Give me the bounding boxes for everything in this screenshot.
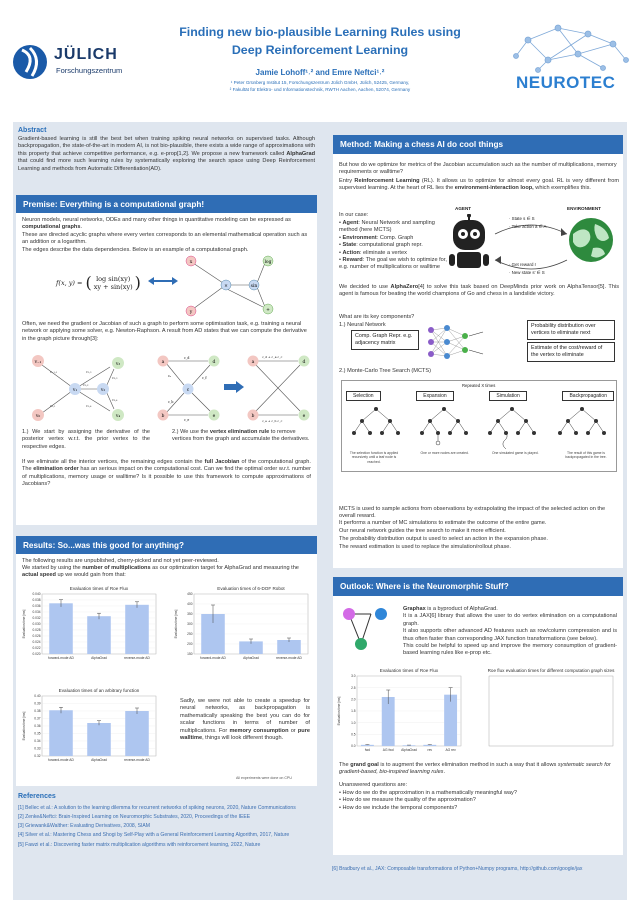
y-tick-label: 0.34 [34,739,41,744]
case-item: • Environment: Comp. Graph [339,235,447,242]
chart-roe-flux [20,584,160,666]
x-tick-label: reverse-mode AD [124,656,150,660]
y-tick-label: 450 [187,592,193,597]
y-tick-label: 0.0 [351,744,356,749]
results-section [16,536,317,786]
results-speedup-text: Sadly, we were not able to create a speedup for neural networks, as backpropagation is mathematically speaking the best you can do for scalar functions in terms of number of multiplications. For memory consumption or pure walltime, things will look different though. [180,698,310,741]
bar [277,640,301,654]
mcts-step-expansion: Expansion [416,391,453,401]
g3-node-b: b [161,414,165,419]
mcts-note: The selection function is applied recursively until a leaf node is reached. [349,451,399,464]
y-tick-label: 0.33 [34,746,41,751]
formula: f(x, y) = ( log sin(xy) xy + sin(xy) ) [56,273,141,292]
authors: Jamie Lohoff¹˒² and Emre Neftci¹˒² [255,68,385,77]
graph-elimination-before [154,351,224,423]
premise-step2: 2.) We use the vertex elimination rule to remove vertices from the graph and accumulate the derivatives. [172,429,310,443]
premise-step1: 1.) We start by assigning the derivative of the posterior vertex w.r.t. the prior vertex to the respective edges. [22,429,150,450]
y-axis-label: Evaluation time [ms] [22,609,26,639]
y-tick-label: 0.40 [34,694,41,699]
nn-output-policy: Probability distribution over vertices to eliminate next [527,320,615,340]
x-tick-label: fwd [364,748,370,752]
mcts-step-backprop: Backpropagation [562,391,614,401]
x-tick-label: reverse-mode AD [276,656,302,660]
g3-node-a: a [161,360,165,365]
method-p2: Entry Reinforcement Learning (RL). It allows us to optimize for almost every goal. RL is very different from supervised learning. At the heart of RL lies the environment-interaction loop, which exemplifies this. [339,178,619,192]
y-tick-label: 400 [187,602,193,607]
chart-title: Roe flux evaluation times for different computation graph sizes [487,668,615,673]
y-axis-label: Evaluation time [ms] [174,609,178,639]
method-p4: MCTS is used to sample actions from observations by extrapolating the impact of the selected action on the overall reward. [339,506,606,520]
g4-node-e: e [302,414,306,419]
method-p6: Our neural network guides the tree search to make it more efficient. [339,528,506,534]
g2-node-v0: v₀ [35,414,41,419]
questions-heading: Unanswered questions are: [339,782,408,788]
y-tick-label: 0.020 [32,652,41,657]
outlook-p5: The grand goal is to augment the vertex elimination method in such a way that it allows systematic search for gradient-based, bio-inspired learning rules. [339,762,611,776]
nn-input-box: Comp. Graph Repr. e.g. adjacency matrix [351,330,419,350]
mcts-note: The result of this game is backpropagated in the tree. [565,451,607,460]
premise-p1: Neuron models, neural networks, ODEs and many other things in quantitative modeling can be expressed as computational graphs. [22,217,291,231]
abstract-text: Gradient-based learning is still the best bet when training spiking neural networks on supervised tasks. Although backpropagation, the state-of-the-art in modern AI, is not bio-plausible, there exists a wide range of approximations with this property that achieve competitive performance, e.g. e-prop[1,2]. We propose a new framework called AlphaGrad that could find more such learning rules by systematically exploring the search space using Deep Reinforcement Learning and methods from Automatic Differentiation(AD). [18,136,315,172]
components-question: What are its key components? [339,314,415,320]
y-tick-label: 2.5 [351,685,356,690]
y-axis-label: Evaluation time [ms] [337,696,341,726]
logo-right-text: NEUROTEC [516,73,616,92]
reference-item[interactable]: [6] Bradbury et al., JAX: Composable transformations of Python+Numpy programs, http://github.com/google/jax [332,866,583,872]
g2-edge-label: c₂,₄ [112,398,118,402]
x-tick-label: AG rev [445,748,456,752]
y-tick-label: 0.038 [32,598,41,603]
loop-state: · State s ∈ S [509,216,535,221]
y-tick-label: 0.022 [32,646,41,651]
x-tick-label: reverse-mode AD [124,758,150,762]
y-tick-label: 350 [187,612,193,617]
g3-edge-label: c_f [202,376,207,380]
y-tick-label: 150 [187,652,193,657]
earth-environment-icon [567,216,615,264]
chart-title: Evaluation times of 6-DOF Robot [217,586,285,591]
y-tick-label: 250 [187,632,193,637]
g3-node-e: e [212,414,216,419]
case-item: • Agent: Neural Network and sampling method (here MCTS) [339,220,447,235]
premise-section [16,195,317,525]
g2-edge-label: c₂,₃ [112,376,118,380]
y-tick-label: 2.0 [351,697,356,702]
method-p1: But how do we optimize for metrics of the Jacobian accumulation such as the number of multiplications, memory requirements or walltime? [339,162,617,176]
poster-title-line2: Deep Reinforcement Learning [231,42,409,57]
g4-node-d: d [302,360,306,365]
bar [382,697,395,746]
x-tick-label: AlphaGrad [243,656,259,660]
x-tick-label: AlphaGrad [401,748,417,752]
g4-node-b: b [251,414,255,419]
y-tick-label: 0.38 [34,709,41,714]
y-tick-label: 300 [187,622,193,627]
neural-network-icon [425,322,485,362]
mcts-repeat: Repeated X times [462,383,496,388]
abstract-heading: Abstract [18,127,47,134]
y-tick-label: 0.036 [32,604,41,609]
right-arrow-icon [224,381,244,393]
method-p3: We decided to use AlphaZero[4] to solve this task based on DeepMinds prior work on AlphaTensor[5]. This agent is famous for beating the world champions of Go and chess in a landslide victory. [339,284,619,298]
premise-p4: Often, we need the gradient or Jacobian of such a graph to perform some optimisation task, e.g. training a neural network or applying some solver, e.g. Newton-Raphson. A result from AD states that we can compute the derivative in the graph picture through[3]: [22,321,307,342]
robot-agent-icon [447,214,491,274]
double-arrow-icon [148,275,178,287]
graph-elimination-after [244,351,314,423]
question-item: • How do we measure the quality of the approximation? [339,797,619,804]
g1-node-y: y [189,310,193,315]
outlook-heading: Outlook: Where is the Neuromorphic Stuff? [333,577,623,598]
references-heading: References [18,793,56,800]
results-heading: Results: So...was this good for anything? [16,536,317,557]
logo-left-sub: Forschungszentrum [56,66,123,75]
y-tick-label: 200 [187,642,193,647]
y-tick-label: 0.026 [32,634,41,639]
g1-node-log: log [264,260,272,265]
questions-list [339,790,619,812]
x-tick-label: forward-mode AD [200,656,226,660]
env-label: ENVIRONMENT [567,206,601,211]
reference-item[interactable]: [2] Zenke&Neftci: Brain-Inspired Learning on Neuromorphic Substrates, 2020, Proceedings of the IEEE [18,814,251,821]
loop-newstate: · New state s′ ∈ S [509,270,545,275]
y-tick-label: 0.36 [34,724,41,729]
bar [444,695,457,746]
results-p1: The following results are unpublished, cherry-picked and not yet peer-reviewed. [22,558,219,564]
chart-graphax-scaling [467,666,617,758]
g2-edge-label: c₋₁,₁ [50,370,58,374]
logo-neurotec [508,20,633,110]
g4-edge-label: c_e + c_b c_c [262,419,283,423]
reference-item[interactable]: [4] Silver et al.: Mastering Chess and Shogi by Self-Play with a General Reinforcement Learning Algorithm, 2017, Nature [18,832,290,839]
bar [49,710,73,756]
y-tick-label: 0.030 [32,622,41,627]
bar [49,603,73,654]
case-item: • Reward: The goal we wish to optimize for, e.g. number of multiplications or walltime [339,257,447,272]
question-item: • How do we do the approximation in a mathematically meaningful way? [339,790,619,797]
method-p8: The reward estimation is used to replace the simulation/rollout phase. [339,544,511,550]
g2-node-v2: v₂ [100,388,106,393]
chart-title: Evaluation times of Roe Flux [69,586,129,591]
g2-edge-label: c₁,₃ [86,370,92,374]
y-tick-label: 0.040 [32,592,41,597]
bar [125,605,149,654]
g1-node-sin: sin [250,284,258,289]
case-item: • State: computational graph repr. [339,242,447,249]
y-tick-label: 1.5 [351,709,356,714]
plot-area [489,676,613,746]
y-tick-label: 0.37 [34,716,41,721]
g2-node-vm1: v₋₁ [34,360,42,365]
g2-edge-label: c₁,₂ [83,383,89,387]
case-item: • Action: eliminate a vertex [339,250,447,257]
affiliation-1: ¹ Peter Grünberg Institut 15, Forschungszentrum Jülich GmbH, Jülich, 52425, Germany, [230,80,410,85]
y-tick-label: 0.39 [34,701,41,706]
chart-title: Evaluation times of an arbitrary function [58,688,140,693]
g4-node-a: a [251,360,255,365]
y-tick-label: 0.024 [32,640,41,645]
x-tick-label: AG fwd [382,748,394,752]
poster-title-line1: Finding new bio-plausible Learning Rules using [179,25,461,39]
chart-title: Evaluation times of Roe Flux [379,668,439,673]
mcts-step-simulation: Simulation [489,391,526,401]
x-tick-label: AlphaGrad [91,758,107,762]
mcts-trees-icon [342,405,618,449]
x-tick-label: rev [427,748,433,752]
nn-label: 1.) Neural Network [339,322,386,328]
mcts-step-selection: Selection [346,391,381,401]
g3-edge-label: c_e [184,418,190,422]
reference-item[interactable]: [5] Fawzi et al.: Discovering faster matrix multiplication algorithms with reinforcement learning, 2022, Nature [18,841,261,848]
bar [125,711,149,756]
neurotec-network-icon [508,20,633,80]
logo-juelich [12,42,142,84]
g3-edge-label: c_d [184,356,190,360]
chart-arbitrary-function [20,686,160,768]
method-p7: The probability distribution output is used to select an action in the expansion phase. [339,536,548,542]
reference-item[interactable]: [1] Bellec et al.: A solution to the learning dilemma for recurrent networks of spiking neurons, 2020, Nature Communications [18,805,296,812]
premise-heading: Premise: Everything is a computational graph! [16,195,317,216]
case-heading: In our case: [339,212,369,218]
nn-output-value: Estimate of the cost/reward of the vertex to eliminate [527,342,615,362]
y-tick-label: 0.032 [32,616,41,621]
y-tick-label: 3.0 [351,674,356,679]
mcts-diagram [341,380,617,472]
method-section [333,135,623,568]
mcts-note: One simulated game is played. [492,451,539,455]
g3-node-d: d [212,360,216,365]
premise-p5: If we eliminate all the interior vertices, the remaining edges contain the full Jacobian of the computational graph. The elimination order has an serious impact on the computational cost. Can we find the optimal order w.r.t. number of multiplications, memory usage or walltime? Is it possible to use this framework to compute approximations of Jacobians? [22,459,311,488]
question-item: • How do we include the temporal components? [339,805,619,812]
y-tick-label: 0.028 [32,628,41,633]
g1-node-mul: × [224,284,228,289]
agent-label: AGENT [455,206,472,211]
g1-node-plus: + [266,308,270,313]
mcts-note: One or more nodes are created. [420,451,469,455]
results-p2: We started by using the number of multiplications as our optimization target for AlphaGrad and measuring the actual speed up we would gain from that: [22,565,299,579]
x-tick-label: forward-mode AD [48,758,74,762]
computational-graph-example [181,251,281,321]
g3-edge-label: cₐ [168,374,172,378]
y-axis-label: Evaluation time [ms] [22,711,26,741]
premise-p3: The edges describe the data dependencies. Below is an example of a computational graph. [22,246,249,253]
graph-vertex-example [28,351,138,423]
y-tick-label: 0.35 [34,731,41,736]
chart-6dof-robot [172,584,312,666]
mcts-label: 2.) Monte-Carlo Tree Search (MCTS) [339,368,432,374]
logo-left-name: JÜLICH [54,46,118,63]
method-p5: It performs a number of MC simulations to estimate the outcome of the entire game. [339,520,547,526]
juelich-logo-icon [12,42,48,82]
bar [87,723,111,756]
g3-edge-label: c_b [168,400,174,404]
g2-node-v3: v₃ [115,362,121,367]
outlook-text: Graphax is a byproduct of AlphaGrad. It is a JAX[6] library that allows the user to do vertex elimination on a computational graph. It also supports other advanced AD features such as row/column compression and is thus often faster than corresponding JAX function transformations (see below). This could be helpful to speed up and improve the memory consumption of gradient-based learning rules like e-prop etc. [403,606,617,657]
outlook-section [333,577,623,855]
chart-graphax-roe-flux [335,666,465,758]
x-tick-label: AlphaGrad [91,656,107,660]
g2-edge-label: c₀,₁ [50,404,56,408]
loop-reward: · Get reward r [509,262,537,267]
bar [87,616,111,654]
case-list [339,220,447,272]
method-heading: Method: Making a chess AI do cool things [333,135,623,156]
affiliation-2: ² Fakultät für Elektro- und Informationstechnik, RWTH Aachen, Aachen, 52074, Germany [229,86,411,92]
g2-node-v1: v₁ [72,388,78,393]
graphax-logo-icon [341,606,393,652]
y-tick-label: 0.32 [34,754,41,759]
results-footnote: All experiments were done on CPU [236,776,292,780]
premise-p2: These are directed acyclic graphs where every vertex corresponds to an elemental mathematical operation such as an addition or a logarithm. [22,231,308,246]
y-tick-label: 0.034 [32,610,41,615]
g2-edge-label: c₁,₄ [86,404,92,408]
y-tick-label: 0.5 [351,732,356,737]
g2-node-v4: v₄ [115,414,121,419]
loop-action: · Take action a ∈ A [509,224,547,229]
g3-node-c: c [186,388,190,393]
x-tick-label: forward-mode AD [48,656,74,660]
reference-item[interactable]: [3] Griewank&Walther: Evaluating Derivatives, 2008, SIAM [18,823,151,830]
g1-node-x: x [189,260,193,265]
g4-edge-label: c_d + c_a c_c [262,355,283,359]
y-tick-label: 1.0 [351,720,356,725]
